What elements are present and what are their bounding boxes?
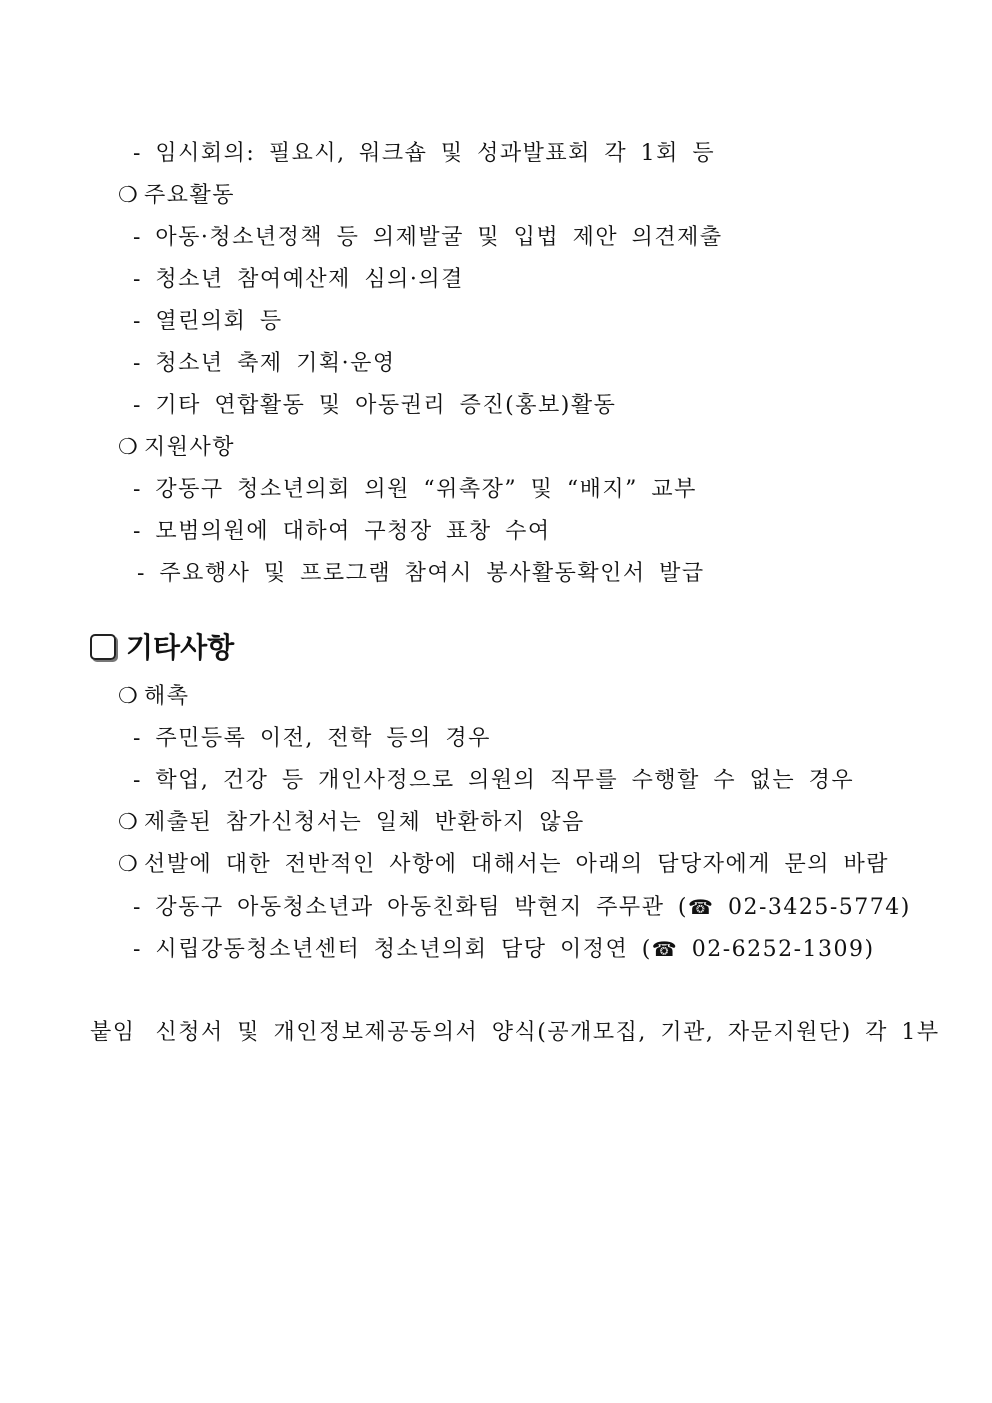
list-item: - 열린의회 등 xyxy=(133,309,283,334)
attachment-label: 붙임 xyxy=(90,1020,136,1045)
list-item: - 아동·청소년정책 등 의제발굴 및 입법 제안 의견제출 xyxy=(133,225,723,250)
subsection-title: 주요활동 xyxy=(144,183,236,208)
circle-bullet-icon: ❍ xyxy=(118,183,140,208)
contact-text: - 강동구 아동청소년과 아동친화팀 박현지 주무관 ( xyxy=(133,895,689,920)
attachment-text: 신청서 및 개인정보제공동의서 양식(공개모집, 기관, 자문지원단) 각 1부 xyxy=(155,1020,940,1045)
section-heading xyxy=(90,630,234,666)
subsection-title: 해촉 xyxy=(144,684,190,709)
list-item: - 기타 연합활동 및 아동권리 증진(홍보)활동 xyxy=(133,393,617,418)
note-text: 제출된 참가신청서는 일체 반환하지 않음 xyxy=(144,810,585,835)
contact-line xyxy=(133,935,875,964)
subsection-title: 지원사항 xyxy=(144,435,236,460)
section-title: 기타사항 xyxy=(126,631,235,664)
circle-bullet-icon: ❍ xyxy=(118,435,140,460)
square-bullet-icon xyxy=(90,634,116,660)
contact-text: - 시립강동청소년센터 청소년의회 담당 이정연 ( xyxy=(133,937,652,962)
circle-bullet-icon: ❍ xyxy=(118,684,140,709)
phone-number: 02-3425-5774) xyxy=(727,895,911,920)
inquiry-note xyxy=(118,851,889,879)
list-item: - 주민등록 이전, 전학 등의 경우 xyxy=(133,726,491,751)
phone-icon: ☎ xyxy=(651,937,679,961)
subsection-main-activities xyxy=(118,182,235,210)
list-item: - 강동구 청소년의회 의원 “위촉장” 및 “배지” 교부 xyxy=(133,477,697,502)
no-return-note xyxy=(118,809,585,837)
circle-bullet-icon: ❍ xyxy=(118,810,140,835)
list-item: - 임시회의: 필요시, 워크숍 및 성과발표회 각 1회 등 xyxy=(133,141,716,166)
list-item: - 청소년 참여예산제 심의·의결 xyxy=(133,267,464,292)
phone-number: 02-6252-1309) xyxy=(691,937,875,962)
circle-bullet-icon: ❍ xyxy=(118,852,140,877)
list-item: - 주요행사 및 프로그램 참여시 봉사활동확인서 발급 xyxy=(137,561,705,586)
phone-icon: ☎ xyxy=(688,895,715,919)
subsection-support xyxy=(118,434,235,462)
attachment-line xyxy=(90,1019,940,1047)
list-item: - 모범의원에 대하여 구청장 표창 수여 xyxy=(133,519,551,544)
contact-line xyxy=(133,893,911,922)
note-text: 선발에 대한 전반적인 사항에 대해서는 아래의 담당자에게 문의 바람 xyxy=(144,852,890,877)
subsection-dismissal xyxy=(118,683,190,711)
list-item: - 학업, 건강 등 개인사정으로 의원의 직무를 수행할 수 없는 경우 xyxy=(133,768,855,793)
list-item: - 청소년 축제 기획·운영 xyxy=(133,351,396,376)
